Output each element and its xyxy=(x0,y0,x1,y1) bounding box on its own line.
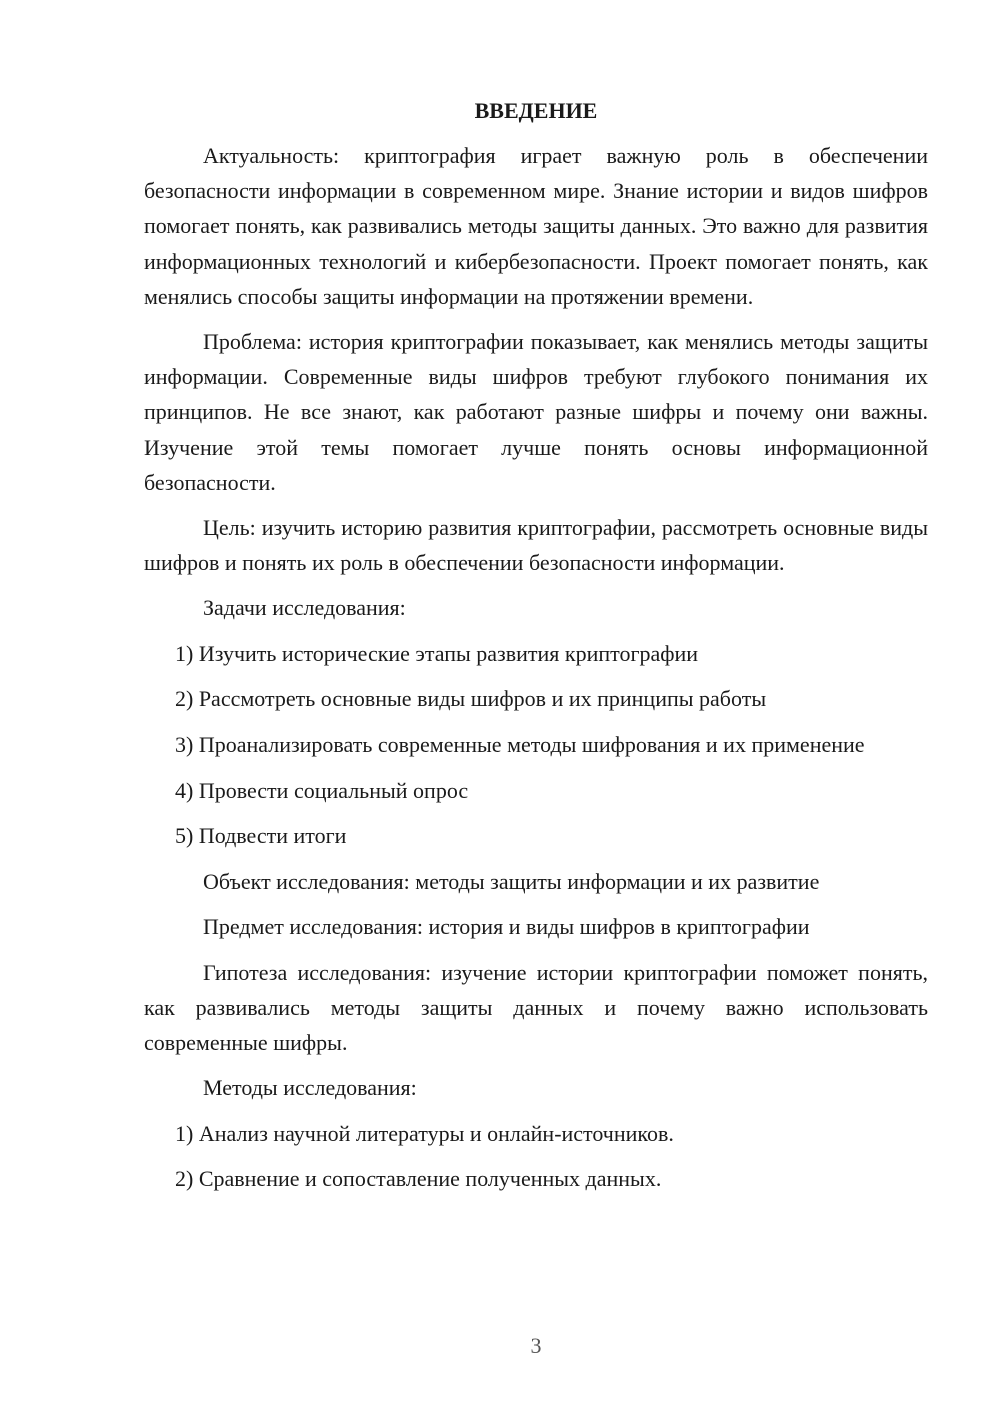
section-title: ВВЕДЕНИЕ xyxy=(474,98,598,123)
methods-heading: Методы исследования: xyxy=(203,1075,417,1101)
hypothesis-paragraph: Гипотеза исследования: изучение истории криптографии поможет понять, как развивались методы защиты данных и почему важно использовать современные шифры. xyxy=(144,959,928,1056)
research-subject: Предмет исследования: история и виды шифров в криптографии xyxy=(203,914,810,940)
method-item: 1) Анализ научной литературы и онлайн-источников. xyxy=(175,1120,674,1146)
problem-paragraph: Проблема: история криптографии показывает, как менялись методы защиты информации. Современные виды шифров требуют глубокого понимания их принципов. Не все знают, как работают разные шифры и почему они важны. Изучение этой темы помогает лучше понять основы информационной безопасности. xyxy=(144,329,928,495)
page-content xyxy=(144,96,928,1207)
page-number: 3 xyxy=(530,1333,542,1358)
goal-paragraph: Цель: изучить историю развития криптографии, рассмотреть основные виды шифров и понять их роль в обеспечении безопасности информации. xyxy=(144,515,928,576)
task-item: 1) Изучить исторические этапы развития криптографии xyxy=(175,640,699,666)
task-item: 2) Рассмотреть основные виды шифров и их принципы работы xyxy=(175,686,767,712)
research-object: Объект исследования: методы защиты информации и их развитие xyxy=(203,868,820,894)
task-item: 5) Подвести итоги xyxy=(175,823,347,849)
method-item: 2) Сравнение и сопоставление полученных данных. xyxy=(175,1166,662,1192)
task-item: 3) Проанализировать современные методы шифрования и их применение xyxy=(175,731,865,757)
tasks-heading: Задачи исследования: xyxy=(203,595,406,621)
relevance-paragraph: Актуальность: криптография играет важную роль в обеспечении безопасности информации в современном мире. Знание истории и видов шифров помогает понять, как развивались методы защиты данных. Это важно для развития информационных технологий и кибербезопасности. Проект помогает понять, как менялись способы защиты информации на протяжении времени. xyxy=(144,143,928,309)
task-item: 4) Провести социальный опрос xyxy=(175,777,469,803)
